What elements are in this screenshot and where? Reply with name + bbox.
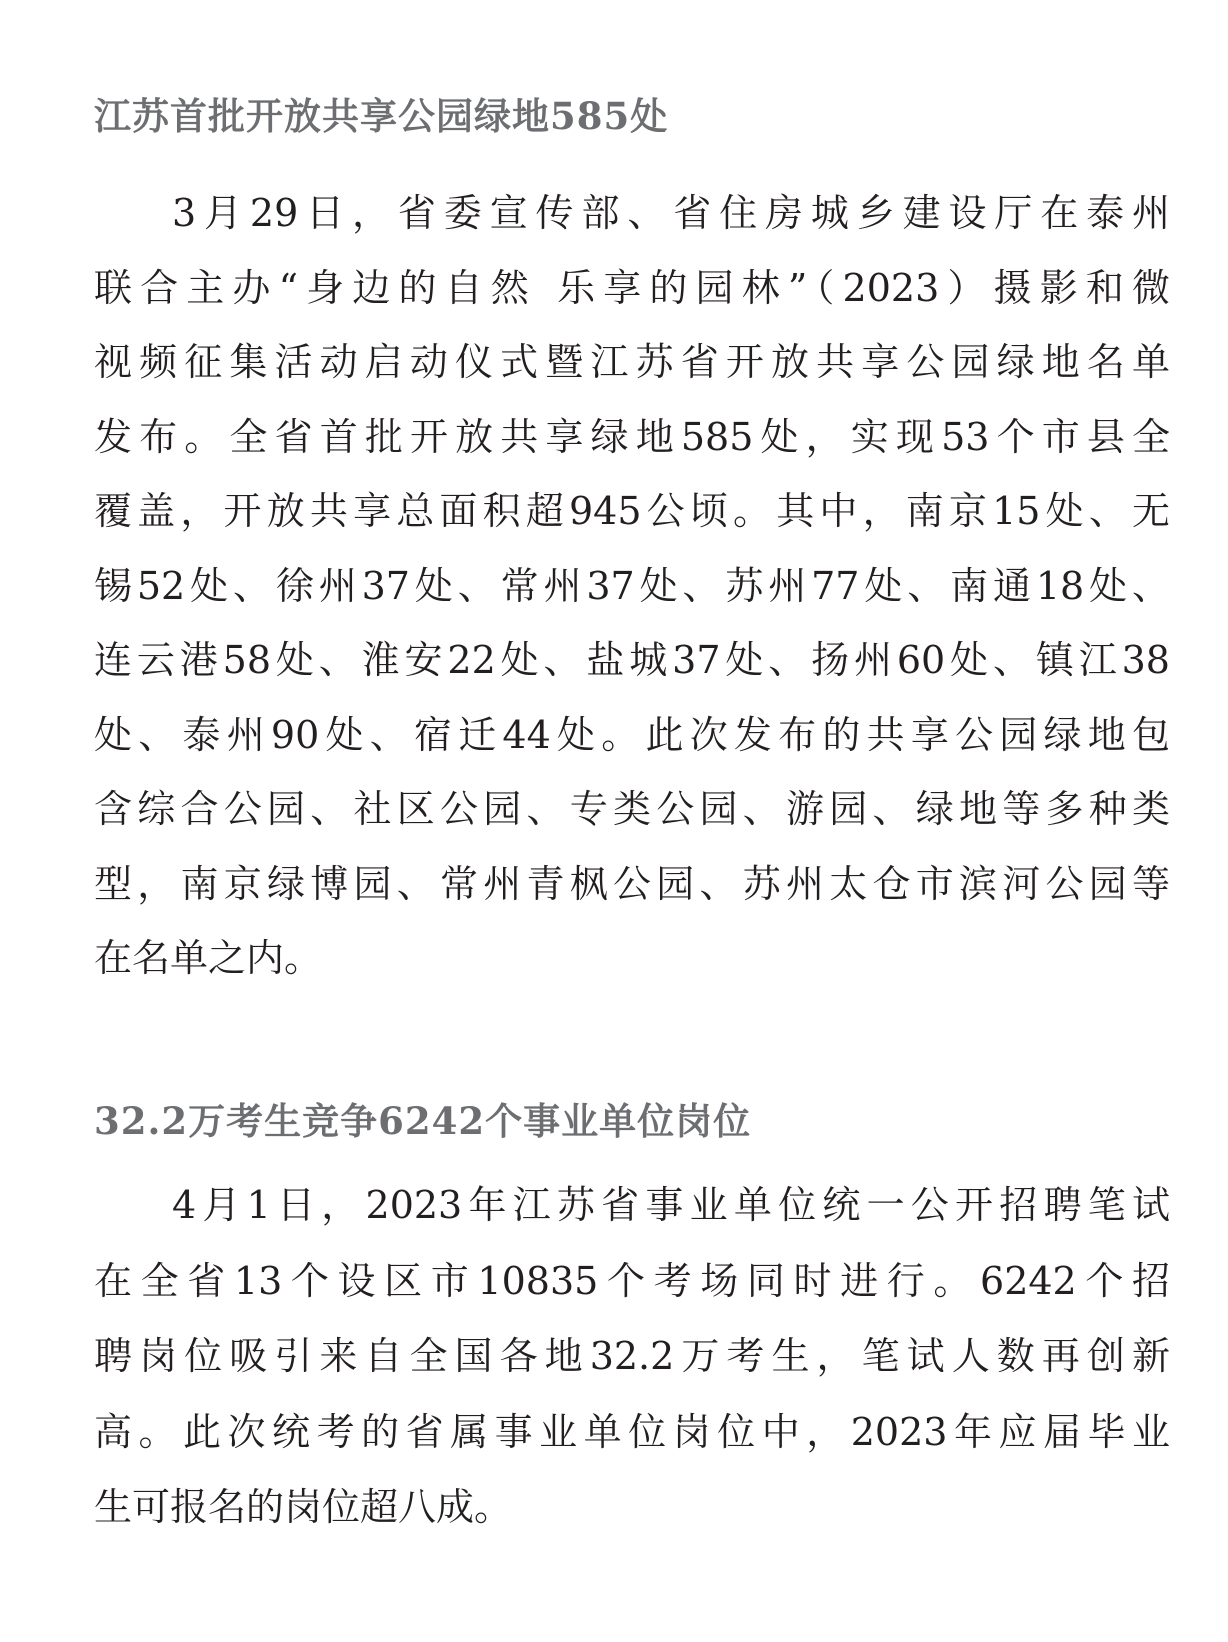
paragraph-line: 生可报名的岗位超八成。 xyxy=(94,1485,513,1529)
paragraph-line: 含综合公园、社区公园、专类公园、游园、绿地等多种类 xyxy=(94,787,1170,831)
paragraph-line: 连云港58处、淮安22处、盐城37处、扬州60处、镇江38 xyxy=(94,638,1170,682)
section-heading-exam: 32.2万考生竞争6242个事业单位岗位 xyxy=(94,1099,752,1143)
paragraph-line: 联合主办“身边的自然 乐享的园林”（2023）摄影和微 xyxy=(94,265,1170,310)
paragraph-line: 聘岗位吸引来自全国各地32.2万考生，笔试人数再创新 xyxy=(94,1334,1170,1378)
paragraph-line: 发布。全省首批开放共享绿地585处，实现53个市县全 xyxy=(94,414,1170,459)
paragraph-line: 锡52处、徐州37处、常州37处、苏州77处、南通18处、 xyxy=(94,563,1170,608)
section-heading-green-parks: 江苏首批开放共享公园绿地585处 xyxy=(94,94,669,138)
paragraph-line: 在名单之内。 xyxy=(94,936,323,980)
paragraph-exam xyxy=(94,1168,1170,1546)
paragraph-line: 视频征集活动启动仪式暨江苏省开放共享公园绿地名单 xyxy=(94,340,1170,384)
paragraph-line: 高。此次统考的省属事业单位岗位中，2023年应届毕业 xyxy=(94,1409,1170,1454)
paragraph-line: 型，南京绿博园、常州青枫公园、苏州太仓市滨河公园等 xyxy=(94,861,1170,906)
paragraph-line: 在全省13个设区市10835个考场同时进行。6242个招 xyxy=(94,1258,1170,1303)
paragraph-line: 3月29日，省委宣传部、省住房城乡建设厅在泰州 xyxy=(172,191,1170,235)
paragraph-line: 处、泰州90处、宿迁44处。此次发布的共享公园绿地包 xyxy=(94,712,1170,757)
paragraph-line: 4月1日，2023年江苏省事业单位统一公开招聘笔试 xyxy=(172,1183,1170,1227)
paragraph-green-parks xyxy=(94,176,1170,996)
paragraph-line: 覆盖，开放共享总面积超945公顷。其中，南京15处、无 xyxy=(94,489,1170,533)
